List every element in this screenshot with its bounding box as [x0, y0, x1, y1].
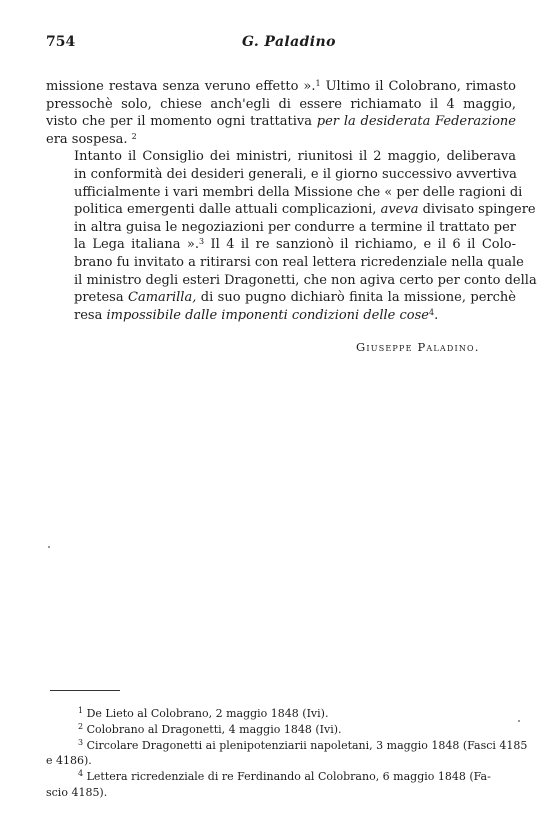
footnote-4-continuation: scio 4185).	[46, 785, 108, 799]
print-speck	[48, 546, 50, 548]
text-line: missione restava senza veruno effetto ».$^1$ Ultimo il Colobrano, rimasto	[46, 79, 516, 94]
page-number: 754	[46, 34, 76, 50]
footnote-ref-3: 3	[198, 237, 205, 247]
paragraph-2	[46, 148, 537, 324]
text-line: Intanto il Consiglio dei ministri, riunitosi il 2 maggio, deliberava	[74, 149, 516, 165]
text-line: in altra guisa le negoziazioni per condurre a termine il trattato per	[74, 219, 516, 235]
text-line: brano fu invitato a ritirarsi con real lettera ricredenziale nella quale	[74, 254, 524, 270]
text-line: in conformità dei desideri generali, e il giorno successivo avvertiva	[74, 166, 517, 182]
footnote-ref-2: 2	[131, 131, 137, 141]
text-line: pressochè solo, chiese anch'egli di essere richiamato il 4 maggio,	[46, 96, 516, 112]
text-line: la Lega italiana ».$^3$ Il 4 il re sanzionò il richiamo, e il 6 il Colo-	[74, 237, 516, 253]
text-line: pretesa Camarilla, di suo pugno dichiarò finita la missione, perchè	[74, 290, 516, 306]
print-speck	[518, 720, 520, 722]
footnote-3: $^3$ Circolare Dragonetti ai plenipotenziarii napoletani, 3 maggio 1848 (Fasci 4185	[78, 737, 528, 752]
footnote-3-continuation: e 4186).	[46, 754, 92, 768]
text-line: ufficialmente i vari membri della Missione che « per delle ragioni di	[74, 184, 523, 200]
text-line: politica emergenti dalle attuali complicazioni, aveva divisato spingere	[74, 202, 536, 218]
text-line: resa impossibile dalle imponenti condizioni delle cose$^4$.	[74, 307, 439, 323]
running-head	[46, 34, 516, 54]
text-line: visto che per il momento ogni trattativa per la desiderata Federazione	[46, 114, 516, 130]
footnote-divider	[50, 690, 120, 691]
text-line: era sospesa. $^2$	[46, 131, 137, 147]
running-title: G. Paladino	[242, 34, 336, 50]
footnote-1: $^1$ De Lieto al Colobrano, 2 maggio 1848 (Ivi).	[78, 706, 329, 720]
text-line: il ministro degli esteri Dragonetti, che non agiva certo per conto della	[74, 272, 537, 288]
paragraph-1	[46, 78, 516, 148]
footnote-2: $^2$ Colobrano al Dragonetti, 4 maggio 1848 (Ivi).	[78, 721, 342, 736]
footnote-ref-4: 4	[428, 307, 435, 317]
footnote-4: $^4$ Lettera ricredenziale di re Ferdinando al Colobrano, 6 maggio 1848 (Fa-	[78, 769, 491, 784]
body-text	[46, 78, 537, 324]
footnotes	[46, 706, 528, 801]
author-signature: Giuseppe Paladino.	[356, 340, 480, 354]
footnote-ref-1: 1	[315, 79, 321, 88]
